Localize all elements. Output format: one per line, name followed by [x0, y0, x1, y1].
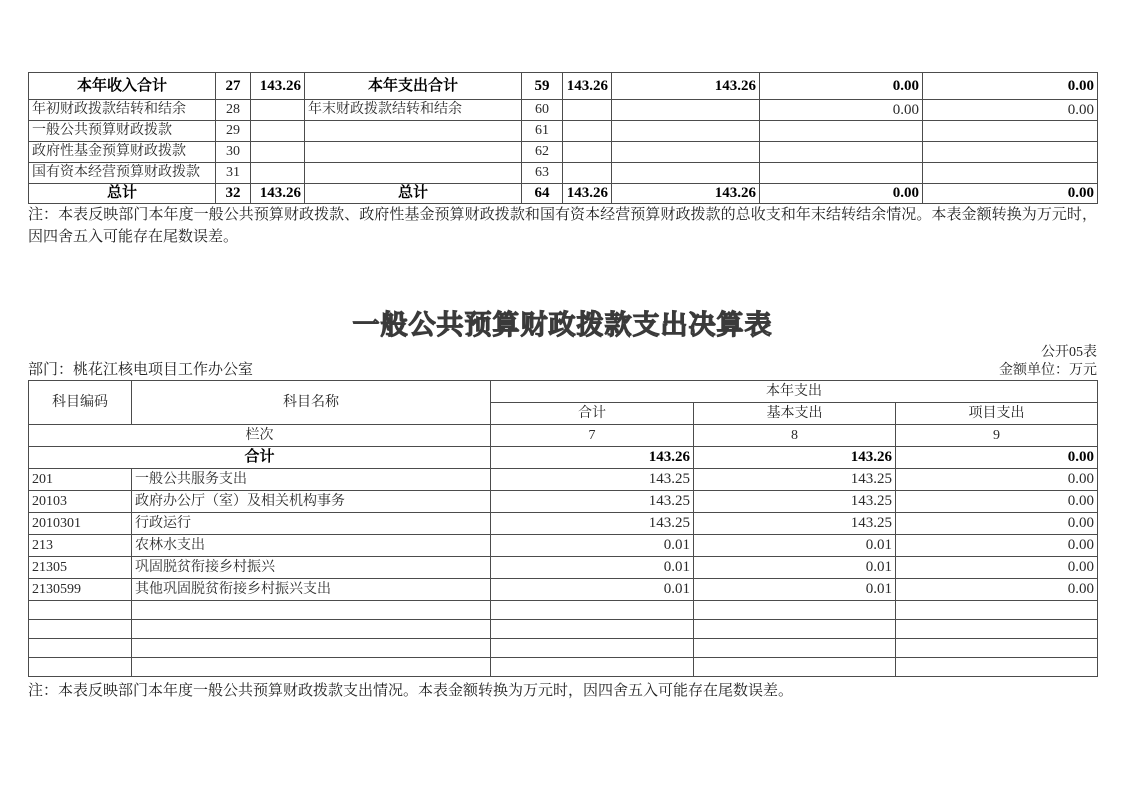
line-number: 64 — [522, 184, 563, 204]
table-row — [29, 469, 1098, 491]
table-row — [29, 163, 1098, 184]
value-cell — [563, 121, 612, 142]
value-cell: 0.01 — [491, 579, 694, 601]
value-cell — [760, 121, 923, 142]
value-cell — [251, 121, 305, 142]
line-number: 30 — [216, 142, 251, 163]
value-cell: 0.00 — [896, 579, 1098, 601]
value-cell: 143.25 — [694, 491, 896, 513]
row-label: 一般公共预算财政拨款 — [29, 121, 216, 142]
value-cell — [923, 163, 1098, 184]
value-cell: 0.00 — [896, 535, 1098, 557]
value-cell — [563, 100, 612, 121]
value-cell — [612, 142, 760, 163]
line-number: 31 — [216, 163, 251, 184]
total-row-label: 合计 — [29, 447, 491, 469]
column-index: 9 — [896, 425, 1098, 447]
value-cell: 0.00 — [896, 557, 1098, 579]
subject-name: 巩固脱贫衔接乡村振兴 — [132, 557, 491, 579]
table-row — [29, 535, 1098, 557]
row-label: 年末财政拨款结转和结余 — [305, 100, 522, 121]
row-label: 政府性基金预算财政拨款 — [29, 142, 216, 163]
grand-total-row — [29, 184, 1098, 204]
value-cell: 0.00 — [923, 184, 1098, 204]
row-label — [305, 142, 522, 163]
table-row — [29, 579, 1098, 601]
subject-name: 其他巩固脱贫衔接乡村振兴支出 — [132, 579, 491, 601]
value-cell — [612, 121, 760, 142]
total-row — [29, 447, 1098, 469]
value-cell: 143.26 — [251, 184, 305, 204]
col-header-group: 本年支出 — [491, 381, 1098, 403]
value-cell: 0.01 — [694, 557, 896, 579]
line-number: 59 — [522, 73, 563, 100]
value-cell — [563, 142, 612, 163]
column-index-label: 栏次 — [29, 425, 491, 447]
value-cell — [251, 163, 305, 184]
value-cell: 143.25 — [491, 491, 694, 513]
summary-table-note: 注：本表反映部门本年度一般公共预算财政拨款、政府性基金预算财政拨款和国有资本经营预算财政拨款的总收支和年末结转结余情况。本表金额转换为万元时，因四舍五入可能存在尾数误差。 — [28, 207, 1097, 245]
value-cell: 143.26 — [563, 73, 612, 100]
value-cell: 0.01 — [491, 557, 694, 579]
table-row — [29, 73, 1098, 100]
value-cell — [923, 121, 1098, 142]
subject-name: 政府办公厅（室）及相关机构事务 — [132, 491, 491, 513]
value-cell — [923, 142, 1098, 163]
subject-code: 213 — [29, 535, 132, 557]
subject-code: 2130599 — [29, 579, 132, 601]
subject-name: 行政运行 — [132, 513, 491, 535]
value-cell: 0.01 — [491, 535, 694, 557]
value-cell: 0.00 — [896, 513, 1098, 535]
subject-code: 20103 — [29, 491, 132, 513]
page-title: 一般公共预算财政拨款支出决算表 — [352, 310, 773, 340]
row-label — [305, 163, 522, 184]
value-cell: 0.00 — [923, 100, 1098, 121]
subject-code: 2010301 — [29, 513, 132, 535]
column-index-row — [29, 425, 1098, 447]
table-row — [29, 100, 1098, 121]
grand-total-label: 总计 — [305, 184, 522, 204]
line-number: 28 — [216, 100, 251, 121]
value-cell: 143.26 — [612, 73, 760, 100]
column-index: 7 — [491, 425, 694, 447]
value-cell — [612, 163, 760, 184]
subject-code: 21305 — [29, 557, 132, 579]
row-label: 国有资本经营预算财政拨款 — [29, 163, 216, 184]
value-cell: 0.00 — [760, 184, 923, 204]
value-cell — [612, 100, 760, 121]
table-row — [29, 557, 1098, 579]
value-cell: 143.25 — [694, 469, 896, 491]
value-cell: 0.00 — [896, 469, 1098, 491]
value-cell: 0.00 — [896, 491, 1098, 513]
table-row — [29, 142, 1098, 163]
expenditure-table-note: 注：本表反映部门本年度一般公共预算财政拨款支出情况。本表金额转换为万元时，因四舍五入可能存在尾数误差。 — [28, 683, 794, 699]
col-header-subject-code: 科目编码 — [29, 381, 132, 425]
line-number: 29 — [216, 121, 251, 142]
empty-row — [29, 601, 1098, 620]
table-row — [29, 513, 1098, 535]
header-row — [29, 381, 1098, 403]
row-label: 年初财政拨款结转和结余 — [29, 100, 216, 121]
value-cell: 143.26 — [491, 447, 694, 469]
empty-row — [29, 620, 1098, 639]
line-number: 62 — [522, 142, 563, 163]
subject-name: 农林水支出 — [132, 535, 491, 557]
table-row — [29, 491, 1098, 513]
value-cell — [563, 163, 612, 184]
col-header-project: 项目支出 — [896, 403, 1098, 425]
line-number: 27 — [216, 73, 251, 100]
empty-row — [29, 639, 1098, 658]
empty-row — [29, 658, 1098, 677]
grand-total-label: 总计 — [29, 184, 216, 204]
income-total-value: 143.26 — [251, 73, 305, 100]
value-cell — [251, 100, 305, 121]
value-cell: 0.01 — [694, 579, 896, 601]
col-header-basic: 基本支出 — [694, 403, 896, 425]
table-row — [29, 121, 1098, 142]
column-index: 8 — [694, 425, 896, 447]
line-number: 32 — [216, 184, 251, 204]
value-cell: 0.00 — [896, 447, 1098, 469]
value-cell: 143.25 — [694, 513, 896, 535]
doc-code-label: 公开05表 — [1041, 345, 1097, 360]
row-label — [305, 121, 522, 142]
income-total-label: 本年收入合计 — [29, 73, 216, 100]
value-cell — [251, 142, 305, 163]
outlay-total-label: 本年支出合计 — [305, 73, 522, 100]
line-number: 61 — [522, 121, 563, 142]
subject-code: 201 — [29, 469, 132, 491]
value-cell — [760, 163, 923, 184]
value-cell: 143.25 — [491, 513, 694, 535]
value-cell: 143.25 — [491, 469, 694, 491]
expenditure-table — [28, 380, 1098, 677]
subject-name: 一般公共服务支出 — [132, 469, 491, 491]
value-cell: 0.00 — [923, 73, 1098, 100]
value-cell: 0.01 — [694, 535, 896, 557]
value-cell: 0.00 — [760, 100, 923, 121]
col-header-subject-name: 科目名称 — [132, 381, 491, 425]
value-cell — [760, 142, 923, 163]
line-number: 63 — [522, 163, 563, 184]
value-cell: 143.26 — [563, 184, 612, 204]
department-line: 部门：桃花江核电项目工作办公室 — [28, 362, 254, 378]
value-cell: 143.26 — [612, 184, 760, 204]
summary-table — [28, 72, 1098, 204]
col-header-total: 合计 — [491, 403, 694, 425]
value-cell: 143.26 — [694, 447, 896, 469]
value-cell: 0.00 — [760, 73, 923, 100]
unit-label: 金额单位：万元 — [999, 363, 1097, 378]
line-number: 60 — [522, 100, 563, 121]
